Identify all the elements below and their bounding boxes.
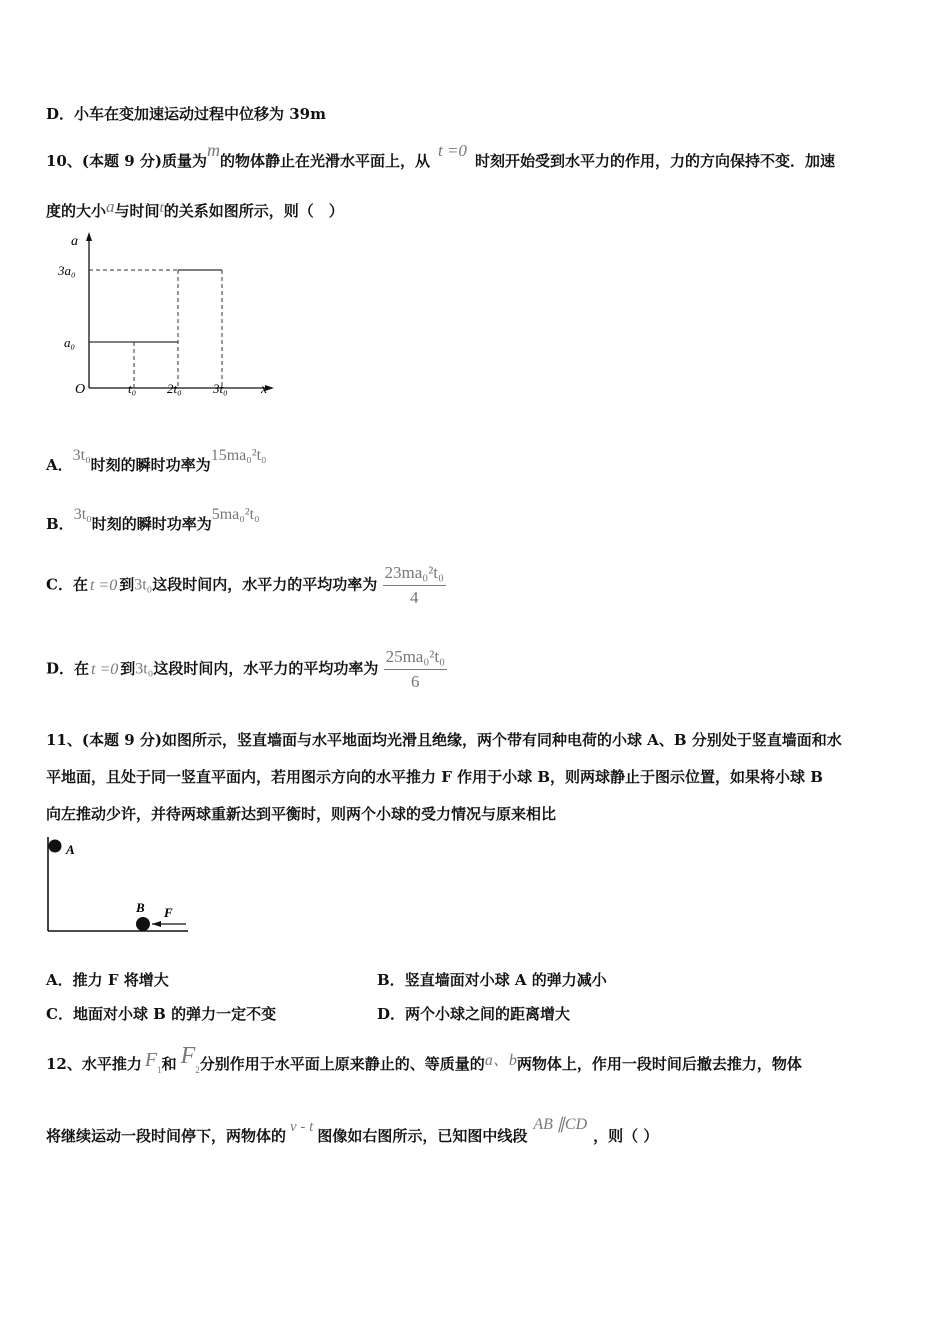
option-label: D． [377, 1005, 406, 1023]
question-number: 10、 [46, 152, 82, 170]
fraction [383, 563, 446, 608]
option-text: 这段时间内，水平力的平均功率为 [152, 575, 378, 594]
q10-option-c [46, 563, 446, 608]
stem-text: 平地面，且处于同一竖直平面内，若用图示方向的水平推力 F 作用于小球 B，则两球静止于图示位置，如果将小球 B [46, 768, 823, 786]
option-label: B． [377, 971, 405, 989]
math-3t0: 3t₀ [134, 576, 153, 594]
math-f1-subscript: 1 [157, 1065, 162, 1075]
y-tick-a0: a₀ [64, 335, 76, 350]
fraction-numerator: 25ma₀²t₀ [384, 647, 447, 670]
q10-stem-line-2 [46, 197, 344, 221]
force-label: F [164, 905, 173, 920]
option-text: 推力 F 将增大 [72, 971, 169, 989]
math-3t0: 3t₀ [73, 506, 92, 523]
fraction-denominator: 6 [411, 672, 420, 691]
option-label: D． [46, 659, 75, 678]
question-number: 11、 [46, 731, 82, 749]
y-tick-3a0: 3a₀ [58, 263, 76, 278]
ball-b [136, 917, 150, 931]
fraction-denominator: 4 [409, 588, 419, 607]
math-a: a [106, 197, 115, 216]
stem-text: 的物体静止在光滑水平面上，从 [219, 152, 430, 170]
fraction [384, 647, 447, 692]
math-vt: v - t [290, 1119, 314, 1135]
question-number: 12、 [46, 1055, 82, 1073]
stem-text: 和 [161, 1055, 177, 1073]
option-text: 两个小球之间的距离增大 [405, 1005, 571, 1023]
ball-b-label: B [136, 900, 145, 915]
q10-option-a [46, 447, 267, 475]
option-text: 时刻的瞬时功率为 [91, 515, 212, 533]
stem-text: 的关系如图所示，则（ ） [163, 202, 344, 220]
question-meta: (本题 9 分) [81, 731, 162, 749]
question-meta: (本题 9 分) [81, 152, 162, 170]
q11-stem-line-3 [46, 803, 556, 824]
math-f2-subscript: 2 [195, 1065, 200, 1075]
stem-text: 两物体上，作用一段时间后撤去推力，物体 [516, 1055, 802, 1073]
option-text: 小车在变加速运动过程中位移为 39m [74, 105, 326, 123]
stem-text: 与时间 [114, 202, 160, 220]
x-tick-2t0: 2t₀ [167, 381, 182, 396]
option-text: 到 [120, 659, 136, 678]
option-label: D． [46, 105, 75, 123]
stem-text: 水平推力 [81, 1055, 142, 1073]
stem-text: 分别作用于水平面上原来静止的、等质量的 [199, 1055, 485, 1073]
q10-stem-line-1 [46, 140, 835, 171]
option-label: A． [46, 456, 73, 474]
q10-option-d [46, 647, 447, 692]
stem-text: 质量为 [161, 152, 207, 170]
y-axis-arrow [86, 232, 92, 241]
x-tick-3t0: 3t₀ [213, 381, 228, 396]
y-axis-label: a [71, 234, 78, 249]
math-power-value: 5ma₀²t₀ [211, 506, 260, 523]
stem-text: 向左推动少许，并待两球重新达到平衡时，则两个小球的受力情况与原来相比 [46, 805, 557, 823]
math-3t0: 3t₀ [135, 660, 154, 678]
q11-option-d [377, 1003, 570, 1024]
force-arrow-head [152, 921, 161, 927]
stem-text: 如图所示，竖直墙面与水平地面均光滑且绝缘，两个带有同种电荷的小球 A、B 分别处于竖直墙面和水 [161, 731, 842, 749]
math-t-zero: t =0 [91, 660, 119, 678]
option-text: 地面对小球 B 的弹力一定不变 [72, 1005, 277, 1023]
x-axis-label: x [261, 382, 268, 397]
origin-label: O [75, 382, 86, 397]
option-label: A． [46, 971, 73, 989]
x-tick-t0: t₀ [128, 381, 137, 396]
ball-a-label: A [66, 842, 75, 857]
option-label: C． [46, 1005, 73, 1023]
math-f2: F [180, 1043, 196, 1069]
q11-stem-line-1 [46, 729, 842, 750]
q11-option-c [46, 1003, 276, 1024]
q12-stem-line-2 [46, 1116, 659, 1146]
math-t-zero: t =0 [89, 576, 118, 594]
acceleration-time-graph [55, 228, 285, 403]
q11-option-a [46, 969, 169, 990]
math-m: m [206, 140, 220, 160]
stem-text: 图像如右图所示，已知图中线段 [317, 1127, 528, 1145]
fraction-numerator: 23ma₀²t₀ [383, 563, 446, 586]
ball-a [49, 840, 62, 853]
q11-option-b [377, 969, 607, 990]
option-label: B． [46, 515, 74, 533]
option-text: 竖直墙面对小球 A 的弹力减小 [404, 971, 607, 989]
prev-option-d [46, 103, 326, 124]
option-text: 在 [74, 659, 90, 678]
option-text: 这段时间内，水平力的平均功率为 [153, 659, 379, 678]
option-text: 到 [119, 575, 135, 594]
math-t-zero: t =0 [437, 141, 467, 160]
q12-stem-line-1 [46, 1043, 802, 1076]
q10-option-b [46, 506, 260, 534]
option-label: C． [46, 575, 73, 594]
stem-text: ，则（ ） [593, 1127, 659, 1145]
math-f1: F [144, 1049, 158, 1071]
stem-text: 度的大小 [46, 202, 107, 220]
stem-text: 将继续运动一段时间停下，两物体的 [46, 1127, 287, 1145]
math-t: t [159, 200, 164, 216]
math-power-value: 15ma₀²t₀ [210, 447, 267, 464]
wall-floor-figure [40, 835, 200, 940]
math-3t0: 3t₀ [72, 447, 91, 464]
q11-stem-line-2 [46, 766, 823, 787]
option-text: 在 [72, 575, 88, 594]
option-text: 时刻的瞬时功率为 [90, 456, 211, 474]
math-ab: a、b [484, 1052, 517, 1069]
stem-text: 时刻开始受到水平力的作用，力的方向保持不变．加速 [474, 152, 835, 170]
math-ab-parallel-cd: AB ∥CD [533, 1116, 588, 1133]
